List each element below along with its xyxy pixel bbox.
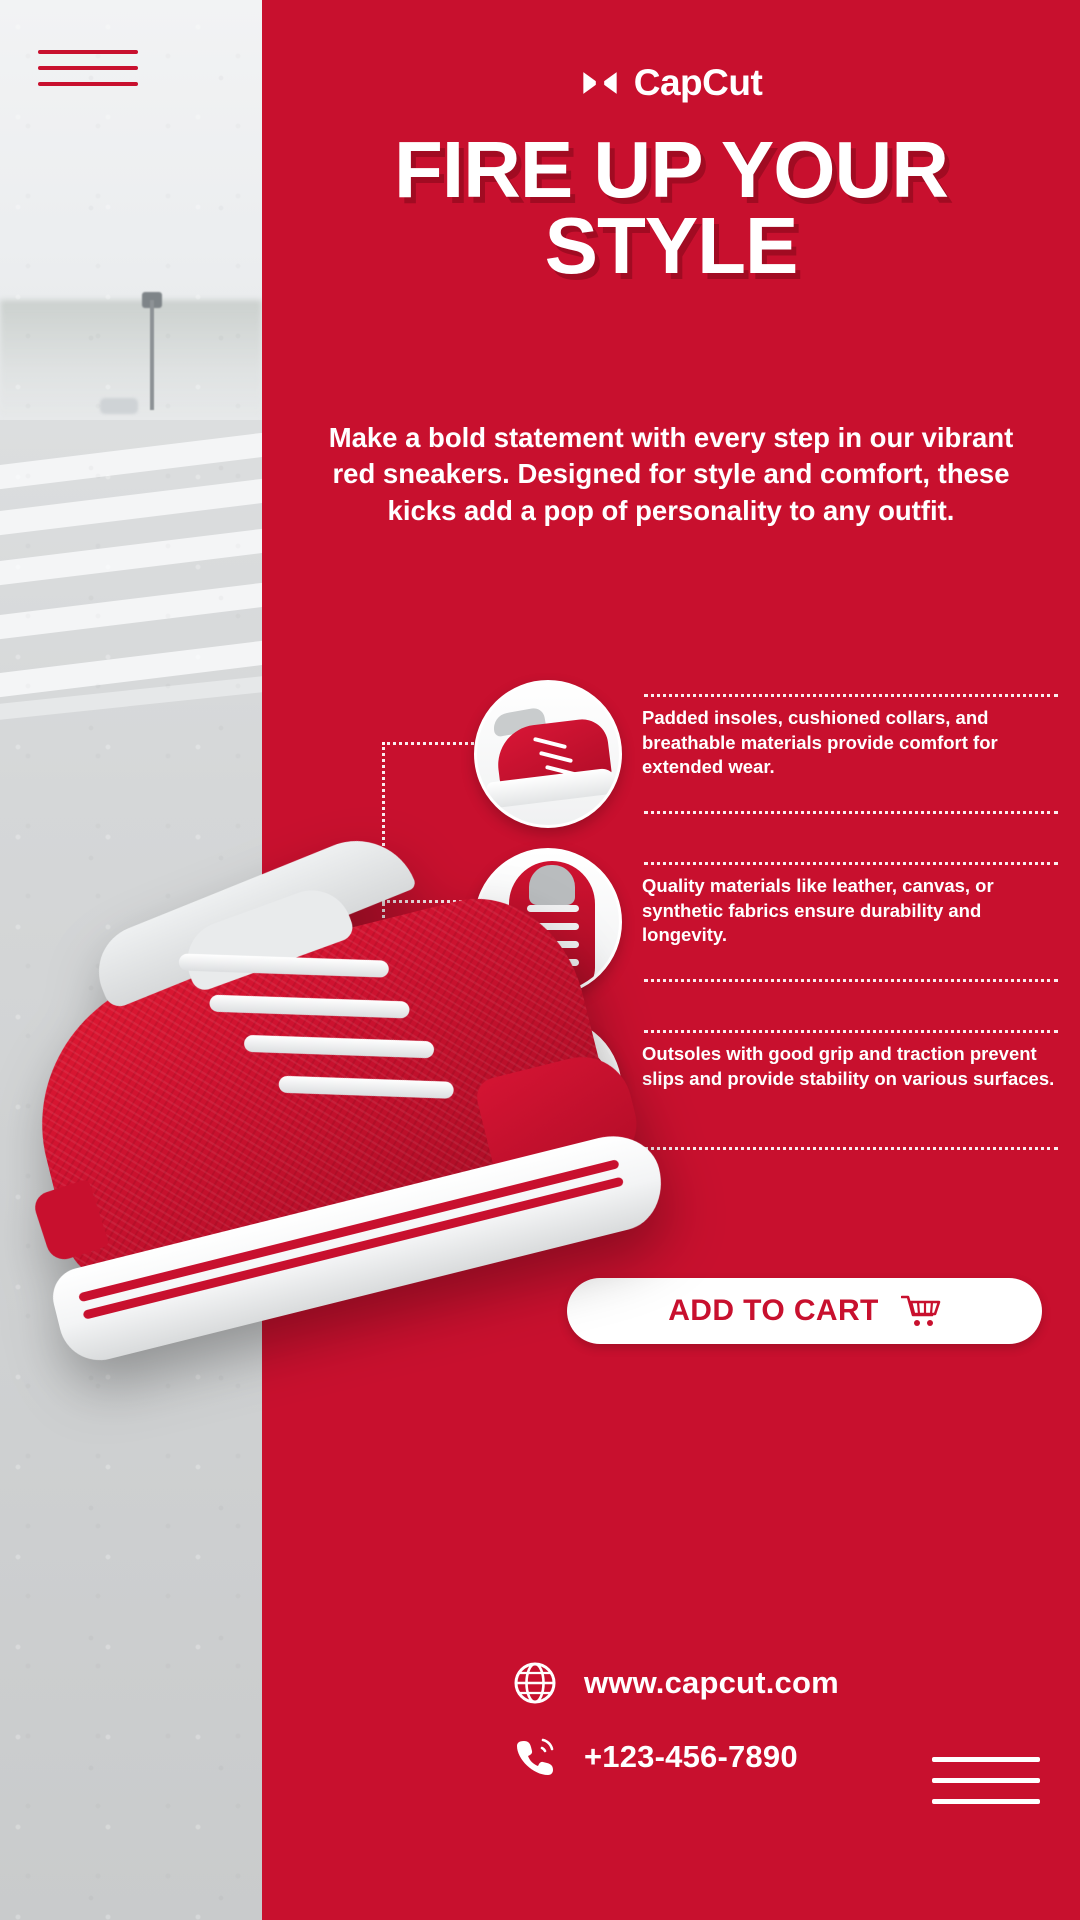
page-title: FIRE UP YOUR STYLE <box>393 125 949 290</box>
decorative-lines <box>932 1757 1040 1820</box>
decor-bar <box>932 1778 1040 1783</box>
decor-bar <box>932 1757 1040 1762</box>
phone-ringing-icon <box>512 1734 558 1780</box>
decor-bar <box>932 1799 1040 1804</box>
footer-website-row[interactable] <box>512 1660 1072 1706</box>
hamburger-menu-icon[interactable] <box>38 50 138 98</box>
subheadline-text: Make a bold statement with every step in our vibrant red sneakers. Designed for style and comfort, these kicks add a pop of personality to any outfit. <box>328 422 1014 526</box>
brand-logo <box>262 62 1080 104</box>
menu-bar <box>38 66 138 70</box>
feature-text: Padded insoles, cushioned collars, and breathable materials provide comfort for extended wear. <box>642 707 998 778</box>
sneaker-side-view-thumbnail <box>474 680 622 828</box>
phone-text: +123-456-7890 <box>584 1739 798 1774</box>
feature-text: Quality materials like leather, canvas, or synthetic fabrics ensure durability and longevity. <box>642 875 994 946</box>
dotted-divider <box>644 1147 1058 1150</box>
feature-text: Outsoles with good grip and traction prevent slips and provide stability on various surfaces. <box>642 1043 1055 1089</box>
connector-branch <box>382 742 474 745</box>
globe-icon <box>512 1660 558 1706</box>
brand-name: CapCut <box>633 62 763 103</box>
capcut-logo-icon <box>580 67 620 99</box>
menu-bar <box>38 50 138 54</box>
add-to-cart-button[interactable] <box>567 1278 1042 1344</box>
menu-bar <box>38 82 138 86</box>
dotted-divider <box>644 811 1058 814</box>
dotted-divider <box>644 1030 1058 1033</box>
feature-item <box>474 680 1074 828</box>
dotted-divider <box>644 979 1058 982</box>
dotted-divider <box>644 694 1058 697</box>
website-text: www.capcut.com <box>584 1665 839 1700</box>
add-to-cart-label: ADD TO CART <box>668 1294 879 1327</box>
dotted-divider <box>644 862 1058 865</box>
shopping-cart-icon <box>901 1294 941 1328</box>
